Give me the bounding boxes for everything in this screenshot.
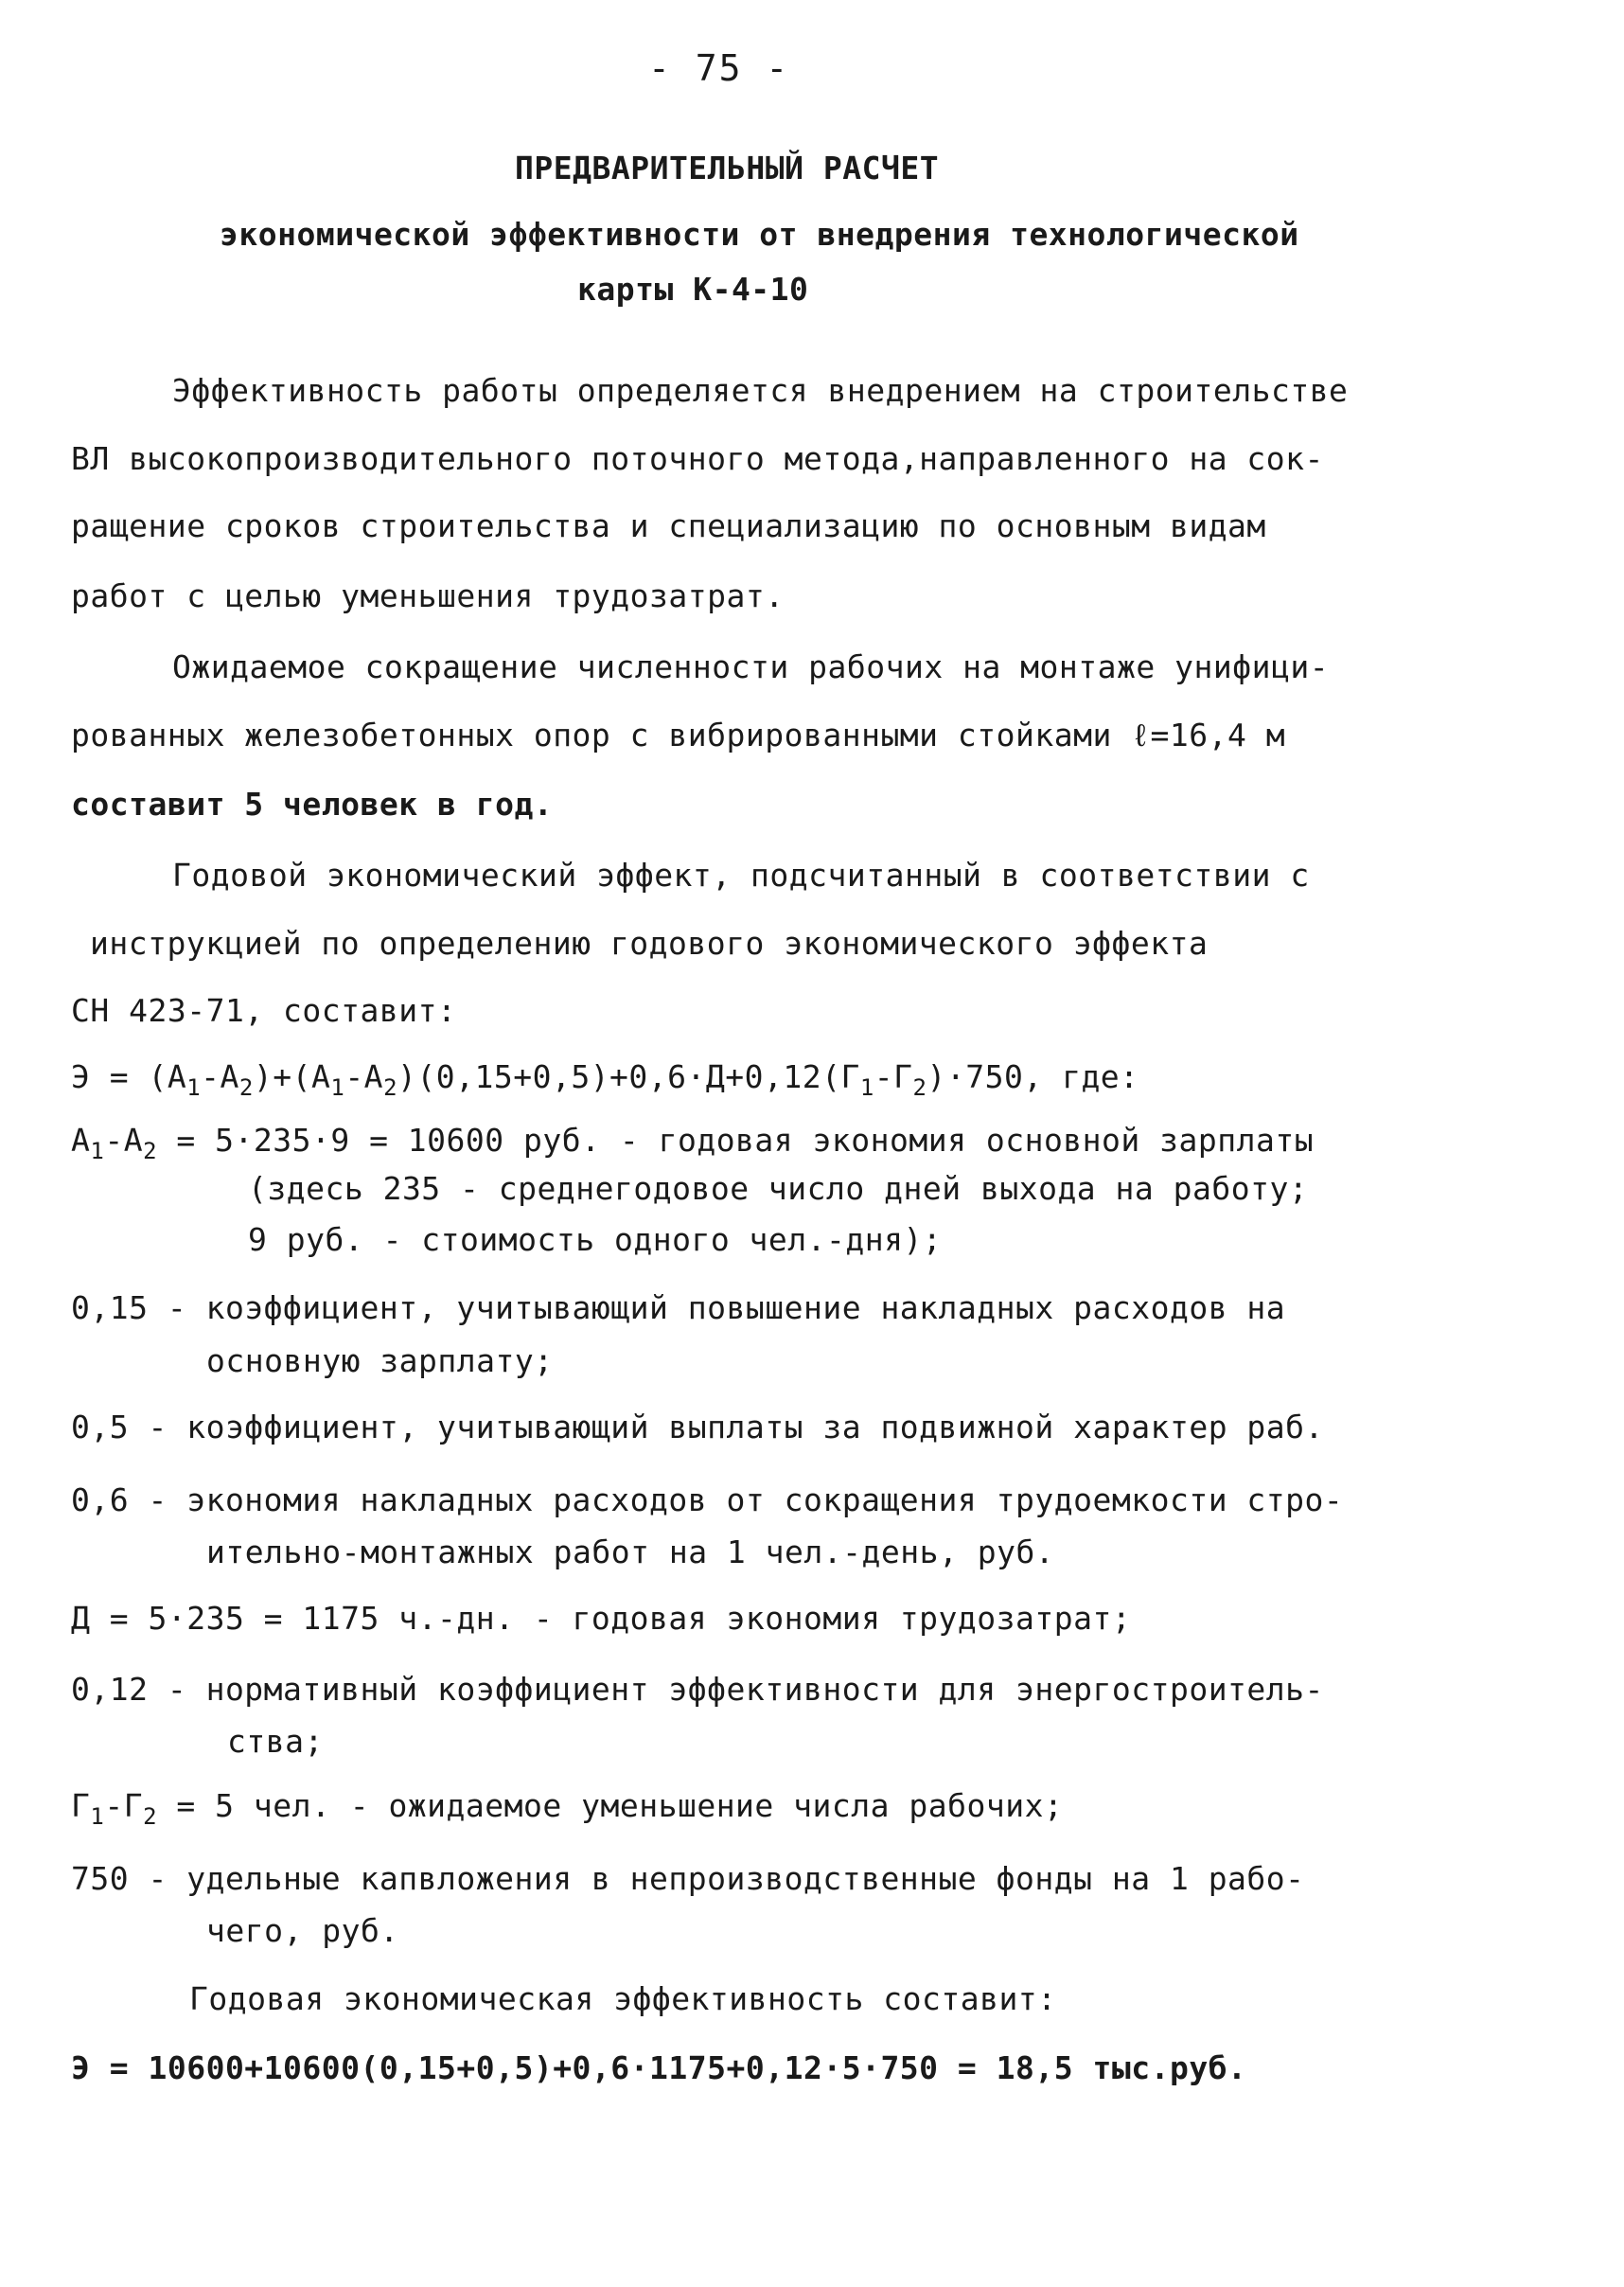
annual-effect-line-2: инструкцией по определению годового экономического эффекта: [90, 925, 1209, 962]
definition-a-line-2: (здесь 235 - среднегодовое число дней выхода на работу;: [248, 1170, 1309, 1207]
page-number: - 75 -: [648, 47, 790, 89]
result-intro: Годовая экономическая эффективность составит:: [189, 1980, 1057, 2017]
definition-0-12-line-1: 0,12 - нормативный коэффициент эффективности для энергостроитель-: [71, 1671, 1324, 1708]
definition-0-12-line-2: ства;: [227, 1723, 324, 1760]
document-subtitle-line1: экономической эффективности от внедрения технологической: [220, 216, 1299, 253]
definition-0-5: 0,5 - коэффициент, учитывающий выплаты за подвижной характер раб.: [71, 1409, 1324, 1445]
definition-750-line-2: чего, руб.: [206, 1912, 399, 1949]
formula-main: $Э = (А_1-А_2)+(А_1-А_2)(0,15+0,5)+0,6\cdot Д+0,12(Г_1-Г_2)\cdot 750$, где:: [71, 1058, 1139, 1101]
document-subtitle-line2: карты К-4-10: [577, 271, 809, 308]
reduction-line-3: составит 5 человек в год.: [71, 786, 554, 823]
definition-d: Д = 5·235 = 1175 ч.-дн. - годовая экономия трудозатрат;: [71, 1600, 1132, 1637]
definition-0-6-line-1: 0,6 - экономия накладных расходов от сокращения трудоемкости стро-: [71, 1481, 1344, 1518]
definition-750-line-1: 750 - удельные капвложения в непроизводственные фонды на 1 рабо-: [71, 1860, 1305, 1897]
annual-effect-line-1: Годовой экономический эффект, подсчитанный в соответствии с: [172, 857, 1310, 894]
document-title: ПРЕДВАРИТЕЛЬНЫЙ РАСЧЕТ: [515, 150, 940, 186]
intro-line-2: ВЛ высокопроизводительного поточного метода,направленного на сок-: [71, 440, 1324, 477]
reduction-line-1: Ожидаемое сокращение численности рабочих на монтаже унифици-: [172, 648, 1330, 685]
definition-a: $А_1-А_2 = 5\cdot 235\cdot 9 = 10600$ руб. - годовая экономия основной зарплаты: [71, 1122, 1315, 1164]
intro-line-4: работ с целью уменьшения трудозатрат.: [71, 577, 785, 614]
reduction-line-2: рованных железобетонных опор с вибрированными стойками ℓ=16,4 м: [71, 717, 1286, 753]
annual-effect-line-3: СН 423-71, составит:: [71, 992, 457, 1029]
definition-g: $Г_1-Г_2 = 5$ чел. - ожидаемое уменьшение числа рабочих;: [71, 1787, 1064, 1830]
definition-0-15-line-1: 0,15 - коэффициент, учитывающий повышение накладных расходов на: [71, 1289, 1286, 1326]
intro-line-3: ращение сроков строительства и специализацию по основным видам: [71, 507, 1266, 544]
definition-0-6-line-2: ительно-монтажных работ на 1 чел.-день, руб.: [206, 1534, 1055, 1570]
definition-a-line-3: 9 руб. - стоимость одного чел.-дня);: [248, 1221, 943, 1258]
definition-0-15-line-2: основную зарплату;: [206, 1342, 554, 1379]
intro-line-1: Эффективность работы определяется внедрением на строительстве: [172, 372, 1349, 409]
result-formula: Э = 10600+10600(0,15+0,5)+0,6·1175+0,12·5·750 = 18,5 тыс.руб.: [71, 2049, 1247, 2086]
